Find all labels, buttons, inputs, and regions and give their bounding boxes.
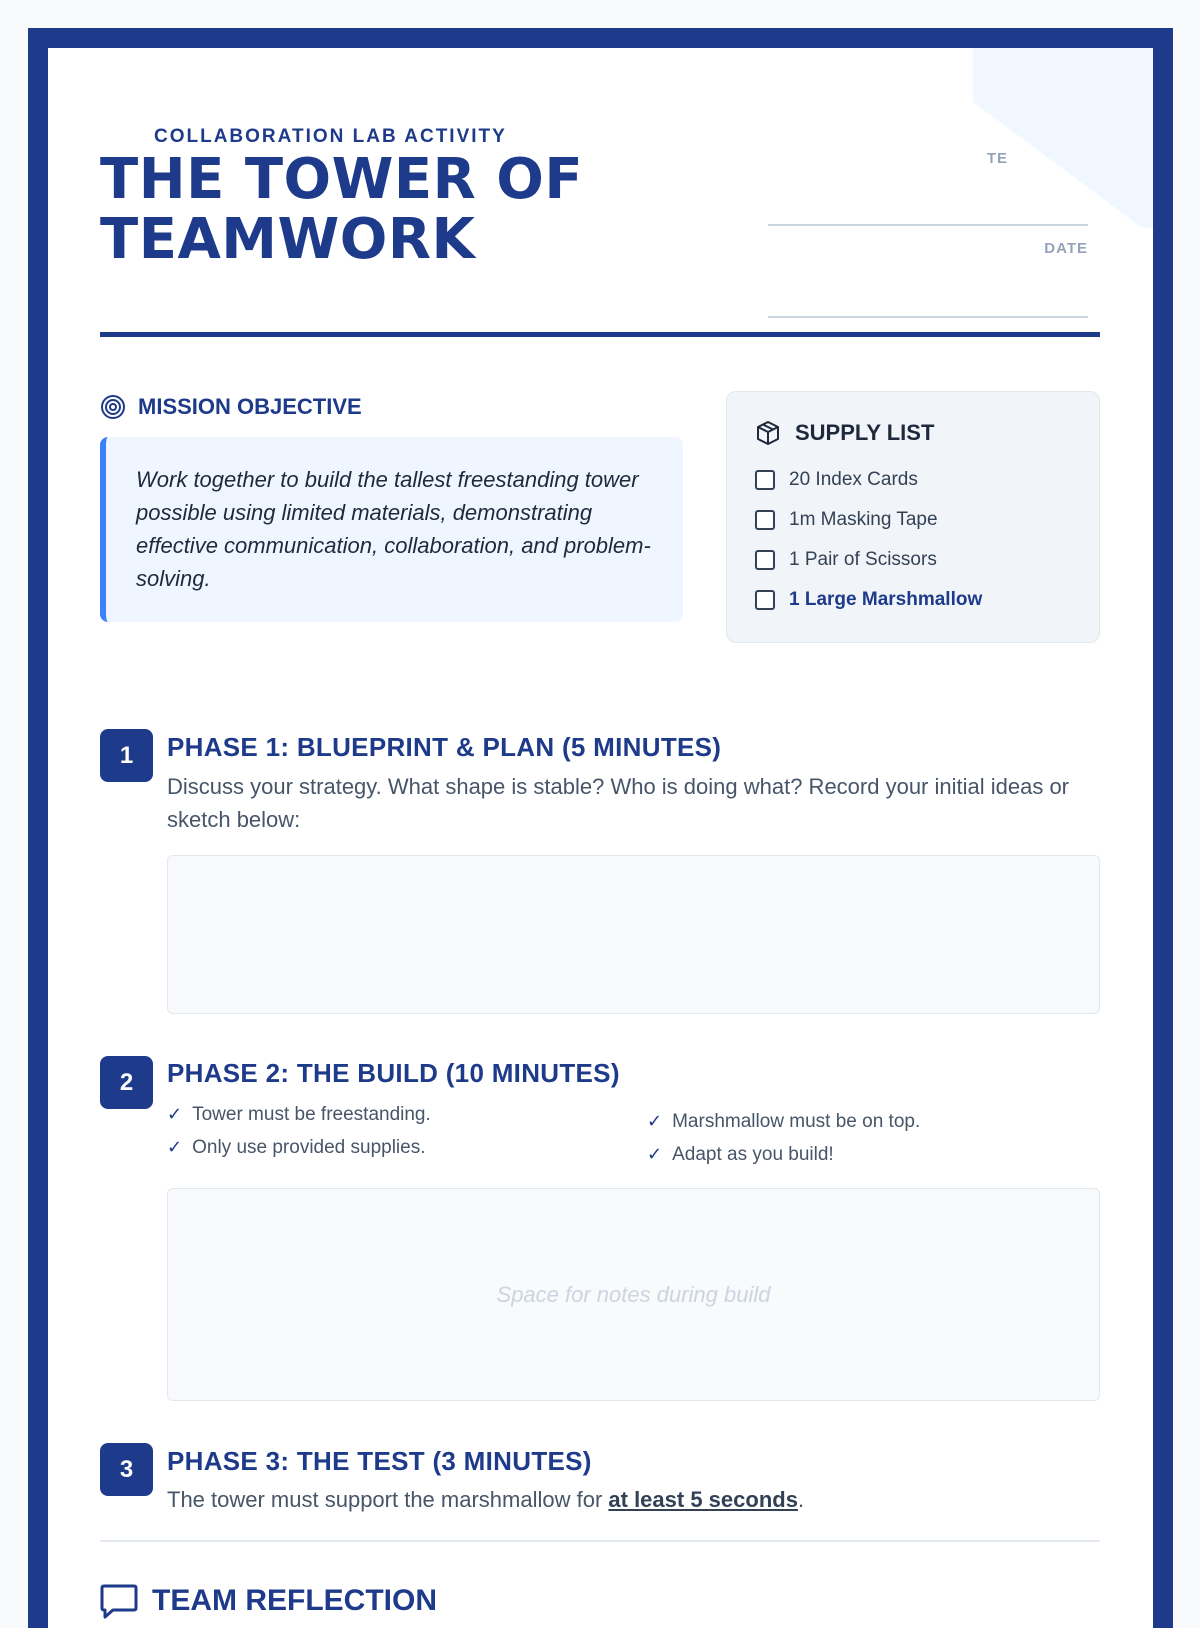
phase-3-desc-emphasis: at least 5 seconds: [608, 1487, 798, 1512]
build-rule-text: Marshmallow must be on top.: [672, 1110, 921, 1132]
build-notes-area[interactable]: [167, 1188, 1100, 1401]
objective-text: Work together to build the tallest freestanding tower possible using limited materials, demonstrating effective communication, collaboration, and problem-solving.: [100, 437, 683, 622]
supply-item[interactable]: [755, 540, 1071, 580]
chat-bubble-icon: [100, 1583, 138, 1619]
supply-label: 1 Pair of Scissors: [789, 549, 937, 570]
supply-title: SUPPLY LIST: [795, 420, 935, 445]
build-rules-right: [647, 1105, 920, 1171]
supply-label: 20 Index Cards: [789, 469, 918, 490]
section-divider: [100, 1540, 1100, 1542]
build-rule-text: Tower must be freestanding.: [192, 1103, 431, 1125]
supply-checkbox[interactable]: [755, 590, 775, 610]
build-rules-left: [167, 1098, 431, 1164]
build-rule: [167, 1131, 431, 1164]
date-field[interactable]: [768, 226, 1088, 318]
team-label: TE: [986, 150, 1008, 167]
supply-item[interactable]: [755, 580, 1071, 620]
phase-3-desc-suffix: .: [797, 1487, 805, 1512]
phase-3-description: [167, 1483, 1100, 1516]
check-icon: ✓: [167, 1104, 183, 1124]
supply-checkbox[interactable]: [755, 470, 775, 490]
reflection-heading: [100, 1583, 437, 1619]
header-divider: [100, 332, 1100, 337]
phase-3-title: PHASE 3: THE TEST (3 MINUTES): [167, 1446, 592, 1476]
date-label: DATE: [1044, 240, 1088, 257]
check-icon: ✓: [647, 1144, 663, 1164]
supply-item[interactable]: [755, 460, 1071, 500]
phase-3-desc-prefix: The tower must support the marshmallow for: [167, 1487, 609, 1512]
build-rule-text: Only use provided supplies.: [192, 1136, 426, 1158]
build-rule: [647, 1138, 920, 1171]
supply-label: 1m Masking Tape: [789, 509, 938, 530]
build-rule: [167, 1098, 431, 1131]
target-icon: [100, 394, 126, 420]
supply-checkbox[interactable]: [755, 510, 775, 530]
worksheet: [28, 28, 1173, 1628]
objective-title: MISSION OBJECTIVE: [138, 394, 362, 419]
supply-item[interactable]: [755, 500, 1071, 540]
notes-placeholder: Space for notes during build: [496, 1281, 771, 1307]
supply-heading: [755, 420, 1071, 446]
activity-kicker: COLLABORATION LAB ACTIVITY: [154, 126, 507, 147]
supply-list: [726, 391, 1100, 643]
phase-3-number: 3: [100, 1443, 153, 1496]
phase-2-title: PHASE 2: THE BUILD (10 MINUTES): [167, 1058, 620, 1088]
objective-heading: [100, 394, 362, 420]
phase-2-number: 2: [100, 1056, 153, 1109]
phase-1-number: 1: [100, 729, 153, 782]
team-name-field[interactable]: [768, 108, 1088, 226]
supply-label: 1 Large Marshmallow: [789, 589, 983, 610]
supply-checkbox[interactable]: [755, 550, 775, 570]
phase-1-description: Discuss your strategy. What shape is stable? Who is doing what? Record your initial ideas or sketch below:: [167, 774, 1070, 832]
page-title: THE TOWER OF TEAMWORK: [100, 147, 584, 272]
reflection-title: TEAM REFLECTION: [152, 1584, 437, 1617]
sketch-area[interactable]: [167, 855, 1100, 1014]
check-icon: ✓: [647, 1111, 663, 1131]
build-rule: [647, 1105, 920, 1138]
build-rule-text: Adapt as you build!: [672, 1143, 834, 1165]
box-icon: [755, 420, 781, 446]
check-icon: ✓: [167, 1137, 183, 1157]
phase-1-title: PHASE 1: BLUEPRINT & PLAN (5 MINUTES): [167, 732, 722, 762]
